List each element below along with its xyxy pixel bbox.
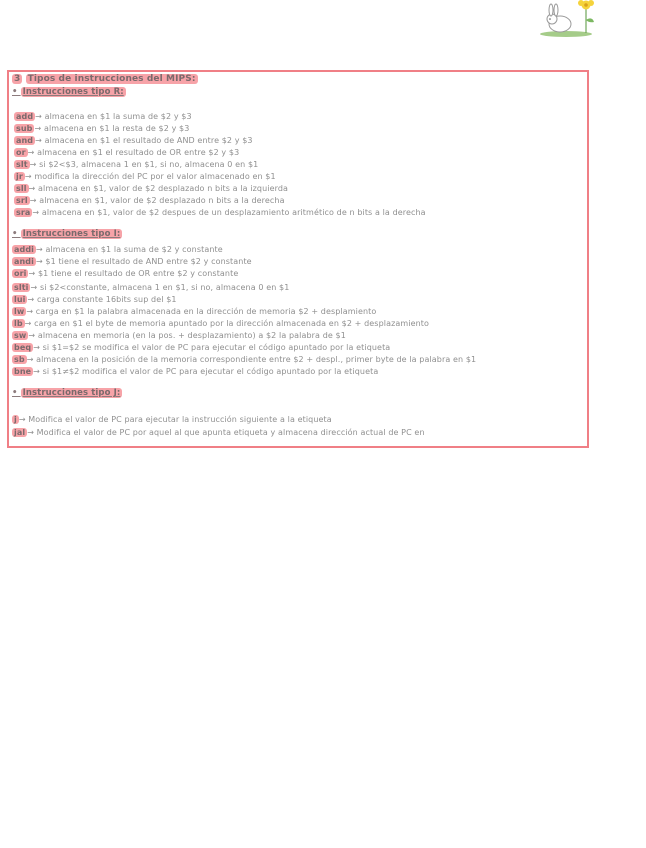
- instruction-desc: almacena en $1 la suma de $2 y constante: [45, 245, 223, 254]
- instruction-code: sra: [16, 208, 31, 217]
- list-item: j → Modifica el valor de PC para ejecutar la instrucción siguiente a la etiqueta: [14, 415, 332, 424]
- instruction-desc: almacena en $1 el resultado de AND entre $2 y $3: [44, 136, 253, 145]
- list-item: sb → almacena en la posición de la memoria correspondiente entre $2 + despl., primer byte de la palabra en $1: [14, 355, 477, 364]
- instruction-code: and: [16, 136, 34, 145]
- section-i-heading-text: Instrucciones tipo I:: [22, 229, 121, 239]
- list-item: lb → carga en $1 el byte de memoria apuntado por la dirección almacenada en $2 + desplazamiento: [14, 319, 430, 328]
- instruction-code: sub: [16, 124, 33, 133]
- list-item: sub → almacena en $1 la resta de $2 y $3: [16, 124, 190, 133]
- title-text: Tipos de instrucciones del MIPS:: [27, 74, 196, 84]
- bunny-flower-doodle: [536, 0, 602, 40]
- instruction-desc: almacena en $1 la suma de $2 y $3: [44, 112, 192, 121]
- instruction-code: srl: [16, 196, 28, 205]
- instruction-code: slt: [16, 160, 28, 169]
- instruction-desc: carga constante 16bits sup del $1: [36, 295, 177, 304]
- list-item: addi → almacena en $1 la suma de $2 y constante: [14, 245, 223, 254]
- list-item: slt → si $2<$3, almacena 1 en $1, si no, almacena 0 en $1: [16, 160, 259, 169]
- list-item: add → almacena en $1 la suma de $2 y $3: [16, 112, 192, 121]
- instruction-desc: $1 tiene el resultado de AND entre $2 y constante: [45, 257, 252, 266]
- title-number: 3: [14, 74, 21, 84]
- list-item: sw → almacena en memoria (en la pos. + desplazamiento) a $2 la palabra de $1: [14, 331, 346, 340]
- instruction-desc: si $2<$3, almacena 1 en $1, si no, almacena 0 en $1: [39, 160, 259, 169]
- instruction-code: bne: [14, 367, 32, 376]
- section-heading-j: • Instrucciones tipo J:: [12, 388, 121, 398]
- instruction-code: andi: [14, 257, 34, 266]
- instruction-code: lw: [14, 307, 25, 316]
- list-item: sll → almacena en $1, valor de $2 desplazado n bits a la izquierda: [16, 184, 289, 193]
- instruction-code: sb: [14, 355, 25, 364]
- list-item: jr → modifica la dirección del PC por el valor almacenado en $1: [16, 172, 276, 181]
- list-item: lui → carga constante 16bits sup del $1: [14, 295, 177, 304]
- instruction-code: jr: [16, 172, 23, 181]
- instruction-code: or: [16, 148, 26, 157]
- list-item: and → almacena en $1 el resultado de AND entre $2 y $3: [16, 136, 253, 145]
- instruction-desc: carga en $1 la palabra almacenada en la dirección de memoria $2 + desplamiento: [35, 307, 377, 316]
- list-item: sra → almacena en $1, valor de $2 despues de un desplazamiento aritmético de n bits a la derecha: [16, 208, 426, 217]
- instruction-code: jal: [14, 428, 26, 437]
- instruction-desc: almacena en $1 el resultado de OR entre $2 y $3: [37, 148, 240, 157]
- instruction-code: beq: [14, 343, 32, 352]
- instruction-desc: Modifica el valor de PC para ejecutar la instrucción siguiente a la etiqueta: [28, 415, 332, 424]
- instruction-desc: almacena en memoria (en la pos. + desplazamiento) a $2 la palabra de $1: [37, 331, 346, 340]
- instruction-code: ori: [14, 269, 27, 278]
- list-item: beq → si $1=$2 se modifica el valor de PC para ejecutar el código apuntado por la etiqueta: [14, 343, 391, 352]
- list-item: andi → $1 tiene el resultado de AND entre $2 y constante: [14, 257, 252, 266]
- section-j-heading-text: Instrucciones tipo J:: [22, 388, 121, 398]
- list-item: ori → $1 tiene el resultado de OR entre $2 y constante: [14, 269, 239, 278]
- instruction-desc: almacena en $1 la resta de $2 y $3: [43, 124, 190, 133]
- instruction-desc: si $2<constante, almacena 1 en $1, si no, almacena 0 en $1: [39, 283, 290, 292]
- page-title: [12, 74, 198, 85]
- list-item: slti → si $2<constante, almacena 1 en $1, si no, almacena 0 en $1: [14, 283, 290, 292]
- instruction-desc: carga en $1 el byte de memoria apuntado por la dirección almacenada en $2 + desplazamiento: [34, 319, 430, 328]
- instruction-code: j: [14, 415, 17, 424]
- list-item: lw → carga en $1 la palabra almacenada en la dirección de memoria $2 + desplamiento: [14, 307, 377, 316]
- instruction-code: sw: [14, 331, 27, 340]
- instruction-desc: almacena en $1, valor de $2 desplazado n bits a la derecha: [39, 196, 285, 205]
- list-item: jal → Modifica el valor de PC por aquel al que apunta etiqueta y almacena dirección actual de PC en: [14, 428, 425, 437]
- list-item: bne → si $1≠$2 modifica el valor de PC para ejecutar el código apuntado por la etiqueta: [14, 367, 379, 376]
- instruction-desc: si $1≠$2 modifica el valor de PC para ejecutar el código apuntado por la etiqueta: [42, 367, 379, 376]
- section-heading-r: • Instrucciones tipo R:: [12, 87, 124, 97]
- instruction-code: lui: [14, 295, 26, 304]
- instruction-code: lb: [14, 319, 23, 328]
- instruction-desc: Modifica el valor de PC por aquel al que apunta etiqueta y almacena dirección actual de PC en: [36, 428, 425, 437]
- list-item: or → almacena en $1 el resultado de OR entre $2 y $3: [16, 148, 240, 157]
- instruction-desc: almacena en la posición de la memoria correspondiente entre $2 + despl., primer byte de la palabra en $1: [36, 355, 477, 364]
- instruction-code: slti: [14, 283, 29, 292]
- section-r-heading-text: Instrucciones tipo R:: [22, 87, 124, 97]
- instruction-desc: almacena en $1, valor de $2 desplazado n bits a la izquierda: [38, 184, 289, 193]
- instruction-code: sll: [16, 184, 27, 193]
- instruction-code: addi: [14, 245, 34, 254]
- instruction-desc: si $1=$2 se modifica el valor de PC para ejecutar el código apuntado por la etiqueta: [42, 343, 391, 352]
- instruction-desc: modifica la dirección del PC por el valor almacenado en $1: [34, 172, 276, 181]
- instruction-code: add: [16, 112, 34, 121]
- list-item: srl → almacena en $1, valor de $2 desplazado n bits a la derecha: [16, 196, 285, 205]
- instruction-desc: $1 tiene el resultado de OR entre $2 y constante: [37, 269, 239, 278]
- section-heading-i: • Instrucciones tipo I:: [12, 229, 121, 239]
- instruction-desc: almacena en $1, valor de $2 despues de un desplazamiento aritmético de n bits a la derecha: [41, 208, 426, 217]
